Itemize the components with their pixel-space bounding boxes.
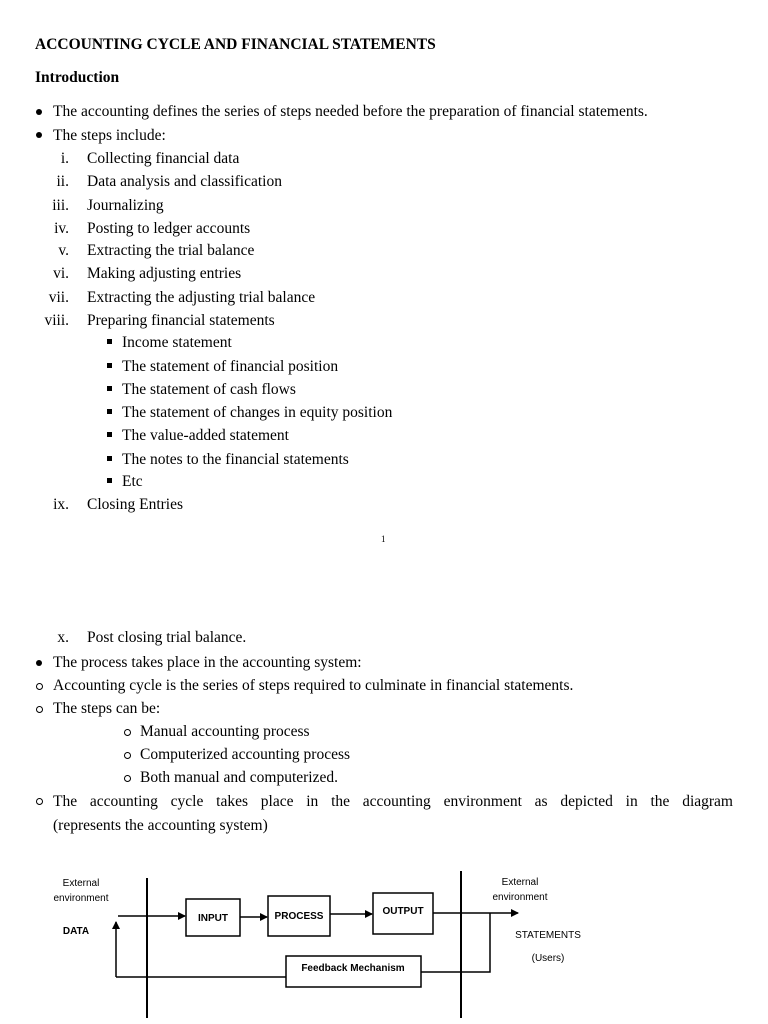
circle-bullet bbox=[124, 752, 131, 759]
step-number: x. bbox=[57, 629, 69, 646]
external-environment-left-line2: environment bbox=[53, 893, 109, 904]
step-number: vi. bbox=[53, 265, 69, 282]
square-bullet bbox=[107, 478, 112, 483]
external-environment-left-line1: External bbox=[62, 878, 100, 889]
statement-item: The notes to the financial statements bbox=[122, 451, 349, 468]
process-type: Manual accounting process bbox=[140, 723, 310, 740]
output-label: OUTPUT bbox=[382, 906, 424, 917]
step-text: Closing Entries bbox=[87, 496, 184, 513]
statement-item: The statement of financial position bbox=[122, 358, 339, 375]
external-environment-right-line2: environment bbox=[492, 892, 548, 903]
step-number: vii. bbox=[48, 289, 69, 306]
step-text: Extracting the trial balance bbox=[87, 242, 255, 259]
bullet-dot bbox=[36, 660, 42, 666]
step-number: i. bbox=[60, 150, 69, 167]
square-bullet bbox=[107, 363, 112, 368]
input-label: INPUT bbox=[198, 913, 228, 924]
bullet-dot bbox=[36, 132, 42, 138]
process-type: Both manual and computerized. bbox=[140, 769, 338, 786]
statement-item: The statement of changes in equity position bbox=[122, 404, 393, 421]
step-text: Posting to ledger accounts bbox=[87, 220, 251, 237]
square-bullet bbox=[107, 409, 112, 414]
feedback-label: Feedback Mechanism bbox=[301, 963, 405, 974]
step-text: Collecting financial data bbox=[87, 150, 240, 167]
step-text: Journalizing bbox=[87, 197, 164, 214]
circle-bullet-text: The accounting cycle takes place in the accounting environment as depicted in the diagram bbox=[53, 793, 733, 810]
document-title: ACCOUNTING CYCLE AND FINANCIAL STATEMENTS bbox=[35, 36, 436, 53]
bullet-text: The process takes place in the accounting system: bbox=[53, 654, 362, 671]
bullet-text: The accounting defines the series of steps needed before the preparation of financial statements. bbox=[53, 103, 648, 120]
step-number: iv. bbox=[54, 220, 69, 237]
step-number: ii. bbox=[56, 173, 69, 190]
bullet-dot bbox=[36, 109, 42, 115]
process-type: Computerized accounting process bbox=[140, 746, 351, 763]
square-bullet bbox=[107, 456, 112, 461]
accounting-system-diagram bbox=[0, 860, 768, 1024]
square-bullet bbox=[107, 432, 112, 437]
statement-item: The statement of cash flows bbox=[122, 381, 296, 398]
square-bullet bbox=[107, 339, 112, 344]
step-text: Preparing financial statements bbox=[87, 312, 275, 329]
step-number: ix. bbox=[53, 496, 69, 513]
statement-item: The value-added statement bbox=[122, 427, 289, 444]
circle-bullet bbox=[36, 706, 43, 713]
statement-item: Etc bbox=[122, 473, 143, 490]
step-text: Data analysis and classification bbox=[87, 173, 282, 190]
data-label: DATA bbox=[62, 926, 90, 937]
circle-bullet bbox=[36, 798, 43, 805]
circle-bullet-text: The steps can be: bbox=[53, 700, 161, 717]
step-number: viii. bbox=[44, 312, 69, 329]
circle-bullet-text-continued: (represents the accounting system) bbox=[53, 817, 268, 834]
step-text: Extracting the adjusting trial balance bbox=[87, 289, 316, 306]
circle-bullet-text: Accounting cycle is the series of steps required to culminate in financial statements. bbox=[53, 677, 574, 694]
statement-item: Income statement bbox=[122, 334, 232, 351]
square-bullet bbox=[107, 386, 112, 391]
circle-bullet bbox=[124, 775, 131, 782]
step-number: v. bbox=[58, 242, 69, 259]
statements-label: STATEMENTS bbox=[515, 930, 581, 941]
external-environment-right-line1: External bbox=[501, 877, 539, 888]
circle-bullet bbox=[124, 729, 131, 736]
page-number: 1 bbox=[381, 534, 386, 544]
step-text: Making adjusting entries bbox=[87, 265, 242, 282]
intro-heading: Introduction bbox=[35, 69, 120, 86]
step-number: iii. bbox=[52, 197, 69, 214]
bullet-text: The steps include: bbox=[53, 127, 166, 144]
circle-bullet bbox=[36, 683, 43, 690]
process-label: PROCESS bbox=[274, 911, 324, 922]
step-text: Post closing trial balance. bbox=[87, 629, 247, 646]
users-label: (Users) bbox=[531, 953, 565, 964]
